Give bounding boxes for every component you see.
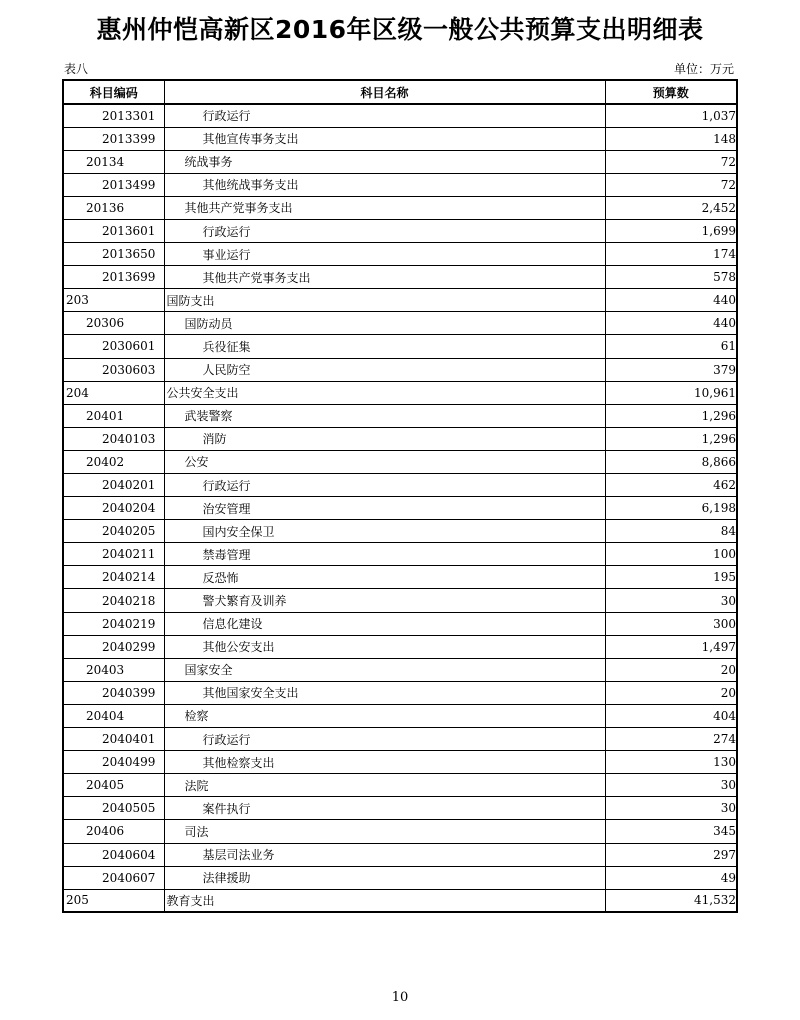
row-name: 其他共产党事务支出	[164, 266, 605, 289]
table-row	[63, 127, 737, 150]
row-amount: 6,198	[605, 497, 737, 520]
row-code: 205	[63, 889, 164, 912]
row-amount: 84	[605, 520, 737, 543]
row-name: 检察	[164, 704, 605, 727]
row-code: 2040505	[63, 797, 164, 820]
row-amount: 8,866	[605, 450, 737, 473]
row-code: 2013399	[63, 127, 164, 150]
table-row	[63, 196, 737, 219]
row-code: 2040219	[63, 612, 164, 635]
table-row	[63, 497, 737, 520]
table-row	[63, 173, 737, 196]
row-name: 案件执行	[164, 797, 605, 820]
table-row	[63, 520, 737, 543]
row-name: 法律援助	[164, 866, 605, 889]
header-code: 科目编码	[63, 80, 164, 104]
row-name: 兵役征集	[164, 335, 605, 358]
table-row	[63, 104, 737, 127]
table-row	[63, 404, 737, 427]
row-name: 其他宣传事务支出	[164, 127, 605, 150]
row-name: 行政运行	[164, 474, 605, 497]
table-row	[63, 635, 737, 658]
row-name: 信息化建设	[164, 612, 605, 635]
row-name: 消防	[164, 427, 605, 450]
table-row	[63, 728, 737, 751]
row-name: 其他检察支出	[164, 751, 605, 774]
row-code: 2040218	[63, 589, 164, 612]
table-number: 表八	[64, 62, 89, 76]
row-name: 事业运行	[164, 243, 605, 266]
table-row	[63, 658, 737, 681]
table-row	[63, 450, 737, 473]
row-amount: 1,296	[605, 404, 737, 427]
row-amount: 30	[605, 774, 737, 797]
row-amount: 72	[605, 173, 737, 196]
header-amount: 预算数	[605, 80, 737, 104]
row-name: 司法	[164, 820, 605, 843]
row-name: 治安管理	[164, 497, 605, 520]
row-code: 2040401	[63, 728, 164, 751]
row-amount: 20	[605, 681, 737, 704]
row-name: 公共安全支出	[164, 381, 605, 404]
table-row	[63, 474, 737, 497]
row-code: 2040399	[63, 681, 164, 704]
row-amount: 440	[605, 312, 737, 335]
page-title: 惠州仲恺高新区2016年区级一般公共预算支出明细表	[96, 15, 704, 44]
row-amount: 195	[605, 566, 737, 589]
row-amount: 578	[605, 266, 737, 289]
row-amount: 30	[605, 589, 737, 612]
table-header-row	[63, 80, 737, 104]
row-name: 警犬繁育及训养	[164, 589, 605, 612]
row-code: 2040205	[63, 520, 164, 543]
row-code: 2013601	[63, 219, 164, 242]
row-amount: 379	[605, 358, 737, 381]
row-name: 国家安全	[164, 658, 605, 681]
row-name: 国防支出	[164, 289, 605, 312]
row-amount: 61	[605, 335, 737, 358]
table-row	[63, 820, 737, 843]
row-name: 武装警察	[164, 404, 605, 427]
table-row	[63, 266, 737, 289]
row-code: 2040499	[63, 751, 164, 774]
row-code: 2040103	[63, 427, 164, 450]
row-amount: 462	[605, 474, 737, 497]
table-row	[63, 704, 737, 727]
row-amount: 1,497	[605, 635, 737, 658]
table-row	[63, 774, 737, 797]
row-code: 2040607	[63, 866, 164, 889]
table-row	[63, 312, 737, 335]
row-amount: 148	[605, 127, 737, 150]
unit-label: 单位：万元	[673, 62, 734, 76]
row-code: 2040211	[63, 543, 164, 566]
row-amount: 300	[605, 612, 737, 635]
row-amount: 130	[605, 751, 737, 774]
row-code: 20403	[63, 658, 164, 681]
table-row	[63, 243, 737, 266]
row-amount: 404	[605, 704, 737, 727]
row-code: 20136	[63, 196, 164, 219]
table-row	[63, 681, 737, 704]
row-name: 行政运行	[164, 728, 605, 751]
table-row	[63, 797, 737, 820]
row-code: 2040299	[63, 635, 164, 658]
table-row	[63, 381, 737, 404]
row-name: 其他统战事务支出	[164, 173, 605, 196]
row-code: 20134	[63, 150, 164, 173]
row-code: 20306	[63, 312, 164, 335]
row-code: 203	[63, 289, 164, 312]
table-row	[63, 150, 737, 173]
table-row	[63, 289, 737, 312]
row-amount: 41,532	[605, 889, 737, 912]
row-code: 204	[63, 381, 164, 404]
row-name: 其他公安支出	[164, 635, 605, 658]
row-name: 禁毒管理	[164, 543, 605, 566]
row-amount: 100	[605, 543, 737, 566]
row-code: 2013699	[63, 266, 164, 289]
row-name: 其他共产党事务支出	[164, 196, 605, 219]
row-code: 2013499	[63, 173, 164, 196]
row-code: 20401	[63, 404, 164, 427]
table-row	[63, 566, 737, 589]
table-row	[63, 843, 737, 866]
row-code: 2040201	[63, 474, 164, 497]
row-amount: 174	[605, 243, 737, 266]
row-code: 2013650	[63, 243, 164, 266]
row-amount: 72	[605, 150, 737, 173]
table-row	[63, 219, 737, 242]
row-amount: 1,037	[605, 104, 737, 127]
page-number: 10	[391, 990, 409, 1005]
row-name: 国防动员	[164, 312, 605, 335]
budget-table	[62, 79, 738, 913]
row-name: 教育支出	[164, 889, 605, 912]
row-amount: 345	[605, 820, 737, 843]
table-row	[63, 335, 737, 358]
row-code: 20406	[63, 820, 164, 843]
row-name: 其他国家安全支出	[164, 681, 605, 704]
table-row	[63, 427, 737, 450]
row-code: 2040214	[63, 566, 164, 589]
row-name: 反恐怖	[164, 566, 605, 589]
row-name: 统战事务	[164, 150, 605, 173]
table-row	[63, 751, 737, 774]
row-name: 公安	[164, 450, 605, 473]
table-row	[63, 866, 737, 889]
header-name: 科目名称	[164, 80, 605, 104]
row-code: 2040204	[63, 497, 164, 520]
row-amount: 297	[605, 843, 737, 866]
row-code: 2013301	[63, 104, 164, 127]
table-row	[63, 358, 737, 381]
row-name: 行政运行	[164, 219, 605, 242]
row-name: 基层司法业务	[164, 843, 605, 866]
table-body	[63, 104, 737, 912]
row-code: 2030603	[63, 358, 164, 381]
row-amount: 20	[605, 658, 737, 681]
table-row	[63, 589, 737, 612]
row-code: 2040604	[63, 843, 164, 866]
row-amount: 10,961	[605, 381, 737, 404]
row-amount: 274	[605, 728, 737, 751]
row-code: 2030601	[63, 335, 164, 358]
row-code: 20405	[63, 774, 164, 797]
table-row	[63, 612, 737, 635]
row-amount: 49	[605, 866, 737, 889]
row-amount: 2,452	[605, 196, 737, 219]
row-name: 行政运行	[164, 104, 605, 127]
row-name: 人民防空	[164, 358, 605, 381]
table-row	[63, 889, 737, 912]
row-amount: 1,699	[605, 219, 737, 242]
row-amount: 440	[605, 289, 737, 312]
row-amount: 30	[605, 797, 737, 820]
row-code: 20404	[63, 704, 164, 727]
row-amount: 1,296	[605, 427, 737, 450]
row-name: 法院	[164, 774, 605, 797]
row-name: 国内安全保卫	[164, 520, 605, 543]
table-row	[63, 543, 737, 566]
row-code: 20402	[63, 450, 164, 473]
